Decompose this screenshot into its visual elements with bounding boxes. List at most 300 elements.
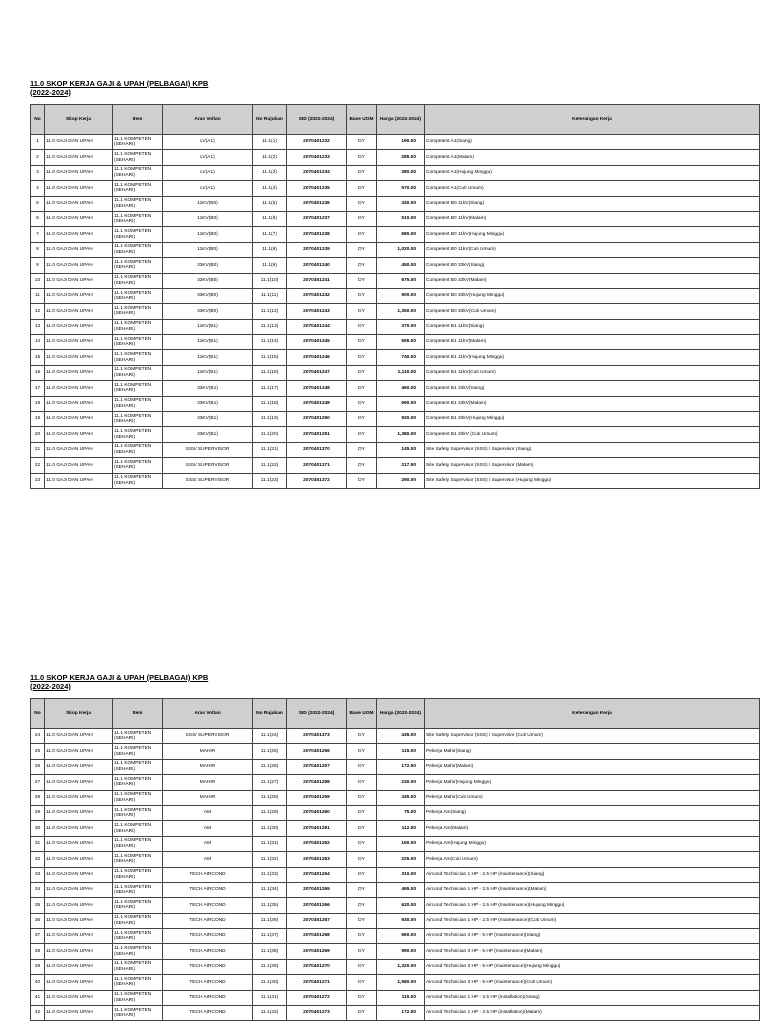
section-2 xyxy=(30,674,760,1021)
cell-keterangan-kerja: Pekerja Mahir(Siang) xyxy=(425,744,760,759)
title-line-2: (2022-2024) xyxy=(30,87,71,97)
cell-no-rujukan: 11.1(38) xyxy=(253,944,287,959)
cell-no-rujukan: 11.1(16) xyxy=(253,365,287,380)
table-body xyxy=(31,135,760,489)
cell-item: 11.1 KOMPETEN (SEHARI) xyxy=(113,990,163,1005)
cell-base-uom: DY xyxy=(347,442,377,457)
cell-aras-voltan: MAHIR xyxy=(163,744,253,759)
cell-sid: 2070401250 xyxy=(287,412,347,427)
cell-keterangan-kerja: Pekerja Am(Siang) xyxy=(425,805,760,820)
cell-no-rujukan: 11.1(14) xyxy=(253,335,287,350)
cell-base-uom: DY xyxy=(347,867,377,882)
cell-item: 11.1 KOMPETEN (SEHARI) xyxy=(113,882,163,897)
cell-skop-kerja: 11.0 GAJI DAN UPAH xyxy=(45,898,113,913)
cell-skop-kerja: 11.0 GAJI DAN UPAH xyxy=(45,442,113,457)
cell-keterangan-kerja: Pekerja Am(Cuti Umum) xyxy=(425,852,760,867)
cell-no-rujukan: 11.1(11) xyxy=(253,288,287,303)
cell-harga: 990.00 xyxy=(377,944,425,959)
cell-skop-kerja: 11.0 GAJI DAN UPAH xyxy=(45,959,113,974)
cell-sid: 2070401268 xyxy=(287,929,347,944)
cell-no: 22 xyxy=(31,458,45,473)
cell-sid: 2070401235 xyxy=(287,181,347,196)
table-row xyxy=(31,473,760,488)
table-body xyxy=(31,729,760,1021)
cell-aras-voltan: 33KV(B1) xyxy=(163,396,253,411)
table-row xyxy=(31,135,760,150)
header-row xyxy=(31,105,760,135)
cell-aras-voltan: AM xyxy=(163,836,253,851)
cell-harga: 660.00 xyxy=(377,929,425,944)
cell-harga: 1,020.00 xyxy=(377,242,425,257)
cell-no: 39 xyxy=(31,959,45,974)
cell-no: 18 xyxy=(31,396,45,411)
cell-base-uom: DY xyxy=(347,258,377,273)
cell-sid: 2070401248 xyxy=(287,381,347,396)
title-line-2: (2022-2024) xyxy=(30,681,71,691)
cell-aras-voltan: 11KV(B1) xyxy=(163,319,253,334)
cell-base-uom: DY xyxy=(347,242,377,257)
cell-no-rujukan: 11.1(3) xyxy=(253,165,287,180)
cell-aras-voltan: SSS/ SUPERVISOR xyxy=(163,729,253,744)
table-row xyxy=(31,181,760,196)
cell-item: 11.1 KOMPETEN (SEHARI) xyxy=(113,744,163,759)
cell-aras-voltan: 33KV(B0) xyxy=(163,288,253,303)
cell-sid: 2070401240 xyxy=(287,258,347,273)
cell-no-rujukan: 11.1(18) xyxy=(253,396,287,411)
header-no-rujukan: No Rujukan xyxy=(253,105,287,135)
cell-item: 11.1 KOMPETEN (SEHARI) xyxy=(113,775,163,790)
cell-no: 24 xyxy=(31,729,45,744)
cell-aras-voltan: TECH AIRCOND xyxy=(163,867,253,882)
cell-item: 11.1 KOMPETEN (SEHARI) xyxy=(113,273,163,288)
cell-item: 11.1 KOMPETEN (SEHARI) xyxy=(113,396,163,411)
cell-harga: 740.00 xyxy=(377,350,425,365)
cell-harga: 115.00 xyxy=(377,744,425,759)
cell-keterangan-kerja: Competent A1(Hujung Minggu) xyxy=(425,165,760,180)
cell-base-uom: DY xyxy=(347,288,377,303)
cell-base-uom: DY xyxy=(347,227,377,242)
cell-sid: 2070401264 xyxy=(287,867,347,882)
cell-base-uom: DY xyxy=(347,759,377,774)
cell-keterangan-kerja: Pekerja Am(Hujung Minggu) xyxy=(425,836,760,851)
cell-keterangan-kerja: Competent B1 11kV(Malam) xyxy=(425,335,760,350)
cell-skop-kerja: 11.0 GAJI DAN UPAH xyxy=(45,242,113,257)
cell-item: 11.1 KOMPETEN (SEHARI) xyxy=(113,959,163,974)
cell-aras-voltan: AM xyxy=(163,805,253,820)
cell-keterangan-kerja: Competent B0 33kV(Siang) xyxy=(425,258,760,273)
cell-no-rujukan: 11.1(39) xyxy=(253,959,287,974)
cell-base-uom: DY xyxy=(347,427,377,442)
cell-item: 11.1 KOMPETEN (SEHARI) xyxy=(113,211,163,226)
cell-sid: 2070401232 xyxy=(287,135,347,150)
cell-sid: 2070401243 xyxy=(287,304,347,319)
cell-base-uom: DY xyxy=(347,913,377,928)
cell-skop-kerja: 11.0 GAJI DAN UPAH xyxy=(45,288,113,303)
table-row xyxy=(31,319,760,334)
cell-harga: 1,320.00 xyxy=(377,959,425,974)
cell-no-rujukan: 11.1(28) xyxy=(253,790,287,805)
cell-item: 11.1 KOMPETEN (SEHARI) xyxy=(113,898,163,913)
table-row xyxy=(31,165,760,180)
cell-sid: 2070401259 xyxy=(287,790,347,805)
cell-base-uom: DY xyxy=(347,929,377,944)
cell-base-uom: DY xyxy=(347,319,377,334)
cell-aras-voltan: 33KV(B0) xyxy=(163,273,253,288)
cell-sid: 2070401244 xyxy=(287,319,347,334)
cell-keterangan-kerja: Pekerja Mahir(Hujung Minggu) xyxy=(425,775,760,790)
cell-no: 28 xyxy=(31,790,45,805)
cell-skop-kerja: 11.0 GAJI DAN UPAH xyxy=(45,852,113,867)
cell-item: 11.1 KOMPETEN (SEHARI) xyxy=(113,165,163,180)
cell-skop-kerja: 11.0 GAJI DAN UPAH xyxy=(45,775,113,790)
cell-aras-voltan: MAHIR xyxy=(163,790,253,805)
cell-no: 25 xyxy=(31,744,45,759)
cell-no: 30 xyxy=(31,821,45,836)
table-row xyxy=(31,821,760,836)
cell-item: 11.1 KOMPETEN (SEHARI) xyxy=(113,913,163,928)
cell-no-rujukan: 11.1(34) xyxy=(253,882,287,897)
cell-aras-voltan: TECH AIRCOND xyxy=(163,959,253,974)
table-row xyxy=(31,929,760,944)
cell-no-rujukan: 11.1(29) xyxy=(253,805,287,820)
cell-no: 1 xyxy=(31,135,45,150)
cell-aras-voltan: 33KV(B0) xyxy=(163,304,253,319)
cell-harga: 150.00 xyxy=(377,836,425,851)
cell-aras-voltan: LV(A1) xyxy=(163,181,253,196)
header-sid: SID (2022-2024) xyxy=(287,105,347,135)
cell-harga: 570.00 xyxy=(377,181,425,196)
table-row xyxy=(31,458,760,473)
cell-keterangan-kerja: Competent B1 11kV(Cuti Umum) xyxy=(425,365,760,380)
table-row xyxy=(31,350,760,365)
cell-item: 11.1 KOMPETEN (SEHARI) xyxy=(113,729,163,744)
cell-base-uom: DY xyxy=(347,181,377,196)
cell-no-rujukan: 11.1(7) xyxy=(253,227,287,242)
cell-skop-kerja: 11.0 GAJI DAN UPAH xyxy=(45,867,113,882)
cell-keterangan-kerja: Pekerja Mahir(Cuti Umum) xyxy=(425,790,760,805)
cell-sid: 2070401272 xyxy=(287,990,347,1005)
cell-no-rujukan: 11.1(33) xyxy=(253,867,287,882)
cell-keterangan-kerja: Pekerja Mahir(Malam) xyxy=(425,759,760,774)
cell-sid: 2070401267 xyxy=(287,913,347,928)
header-no: No xyxy=(31,105,45,135)
cell-sid: 2070401247 xyxy=(287,365,347,380)
cell-no: 13 xyxy=(31,319,45,334)
cell-skop-kerja: 11.0 GAJI DAN UPAH xyxy=(45,944,113,959)
header-skop-kerja: Skop Kerja xyxy=(45,105,113,135)
cell-no: 14 xyxy=(31,335,45,350)
header-item: Item xyxy=(113,105,163,135)
cell-no: 16 xyxy=(31,365,45,380)
table-row xyxy=(31,442,760,457)
cell-no: 29 xyxy=(31,805,45,820)
cell-item: 11.1 KOMPETEN (SEHARI) xyxy=(113,288,163,303)
cell-skop-kerja: 11.0 GAJI DAN UPAH xyxy=(45,882,113,897)
cell-base-uom: DY xyxy=(347,381,377,396)
cell-keterangan-kerja: Competent B1 33kV(Siang) xyxy=(425,381,760,396)
cell-harga: 900.00 xyxy=(377,288,425,303)
cell-no: 33 xyxy=(31,867,45,882)
cell-no-rujukan: 11.1(22) xyxy=(253,458,287,473)
cell-aras-voltan: MAHIR xyxy=(163,775,253,790)
cell-no-rujukan: 11.1(40) xyxy=(253,975,287,990)
cell-harga: 1,350.00 xyxy=(377,304,425,319)
cell-no-rujukan: 11.1(31) xyxy=(253,836,287,851)
cell-skop-kerja: 11.0 GAJI DAN UPAH xyxy=(45,227,113,242)
table-row xyxy=(31,381,760,396)
header-keterangan-kerja: Keterangan Kerja xyxy=(425,105,760,135)
cell-item: 11.1 KOMPETEN (SEHARI) xyxy=(113,319,163,334)
table-row xyxy=(31,898,760,913)
cell-base-uom: DY xyxy=(347,744,377,759)
cell-item: 11.1 KOMPETEN (SEHARI) xyxy=(113,790,163,805)
cell-skop-kerja: 11.0 GAJI DAN UPAH xyxy=(45,473,113,488)
cell-no: 31 xyxy=(31,836,45,851)
header-aras-voltan: Aras Voltan xyxy=(163,105,253,135)
cell-sid: 2070401260 xyxy=(287,805,347,820)
cell-no-rujukan: 11.1(26) xyxy=(253,759,287,774)
cell-no-rujukan: 11.1(32) xyxy=(253,852,287,867)
cell-no-rujukan: 11.1(24) xyxy=(253,729,287,744)
cell-harga: 1,380.00 xyxy=(377,427,425,442)
table-row xyxy=(31,944,760,959)
table-row xyxy=(31,273,760,288)
cell-base-uom: DY xyxy=(347,882,377,897)
cell-harga: 510.00 xyxy=(377,211,425,226)
table-row xyxy=(31,196,760,211)
cell-skop-kerja: 11.0 GAJI DAN UPAH xyxy=(45,1006,113,1021)
cell-keterangan-kerja: Aircond Technician 1 HP - 2.5 HP (installation)(Malam) xyxy=(425,1006,760,1021)
cell-no: 15 xyxy=(31,350,45,365)
cell-skop-kerja: 11.0 GAJI DAN UPAH xyxy=(45,258,113,273)
cell-aras-voltan: 11KV(B0) xyxy=(163,196,253,211)
cell-item: 11.1 KOMPETEN (SEHARI) xyxy=(113,458,163,473)
cell-no-rujukan: 11.1(8) xyxy=(253,242,287,257)
cell-keterangan-kerja: Competent A1(Siang) xyxy=(425,135,760,150)
table-row xyxy=(31,365,760,380)
cell-aras-voltan: TECH AIRCOND xyxy=(163,944,253,959)
cell-harga: 230.00 xyxy=(377,775,425,790)
cell-keterangan-kerja: Competent B0 11kV(Siang) xyxy=(425,196,760,211)
cell-no-rujukan: 11.1(17) xyxy=(253,381,287,396)
cell-harga: 345.00 xyxy=(377,790,425,805)
cell-aras-voltan: TECH AIRCOND xyxy=(163,990,253,1005)
cell-harga: 450.00 xyxy=(377,258,425,273)
table-row xyxy=(31,990,760,1005)
title-line-1: 11.0 SKOP KERJA GAJI & UPAH (PELBAGAI) KPB xyxy=(30,673,209,682)
header-no-rujukan: No Rujukan xyxy=(253,699,287,729)
cell-no: 21 xyxy=(31,442,45,457)
cell-no-rujukan: 11.1(12) xyxy=(253,304,287,319)
cell-skop-kerja: 11.0 GAJI DAN UPAH xyxy=(45,427,113,442)
cell-sid: 2070401371 xyxy=(287,458,347,473)
cell-aras-voltan: 11KV(B1) xyxy=(163,335,253,350)
cell-no-rujukan: 11.1(20) xyxy=(253,427,287,442)
cell-keterangan-kerja: Aircond Technician 1 HP - 2.5 HP (maintenance)(Siang) xyxy=(425,867,760,882)
cell-skop-kerja: 11.0 GAJI DAN UPAH xyxy=(45,821,113,836)
cell-aras-voltan: 11KV(B0) xyxy=(163,211,253,226)
cell-aras-voltan: TECH AIRCOND xyxy=(163,975,253,990)
cell-sid: 2070401241 xyxy=(287,273,347,288)
cell-sid: 2070401258 xyxy=(287,775,347,790)
cell-skop-kerja: 11.0 GAJI DAN UPAH xyxy=(45,181,113,196)
cell-keterangan-kerja: Aircond Technician 3 HP - 5 HP (maintenance)(Siang) xyxy=(425,929,760,944)
cell-no-rujukan: 11.1(35) xyxy=(253,898,287,913)
cell-harga: 112.50 xyxy=(377,821,425,836)
rates-table-1 xyxy=(30,104,760,489)
cell-no: 38 xyxy=(31,944,45,959)
cell-harga: 285.00 xyxy=(377,150,425,165)
cell-no: 20 xyxy=(31,427,45,442)
table-row xyxy=(31,805,760,820)
cell-skop-kerja: 11.0 GAJI DAN UPAH xyxy=(45,319,113,334)
cell-sid: 2070401372 xyxy=(287,473,347,488)
header-base-uom: Base UOM xyxy=(347,105,377,135)
cell-no-rujukan: 11.1(19) xyxy=(253,412,287,427)
cell-item: 11.1 KOMPETEN (SEHARI) xyxy=(113,975,163,990)
cell-no-rujukan: 11.1(13) xyxy=(253,319,287,334)
table-row xyxy=(31,836,760,851)
cell-skop-kerja: 11.0 GAJI DAN UPAH xyxy=(45,304,113,319)
cell-harga: 370.00 xyxy=(377,319,425,334)
cell-item: 11.1 KOMPETEN (SEHARI) xyxy=(113,135,163,150)
cell-no: 3 xyxy=(31,165,45,180)
cell-no-rujukan: 11.1(30) xyxy=(253,821,287,836)
cell-item: 11.1 KOMPETEN (SEHARI) xyxy=(113,365,163,380)
cell-keterangan-kerja: Competent A1(Cuti Umum) xyxy=(425,181,760,196)
cell-no-rujukan: 11.1(2) xyxy=(253,150,287,165)
cell-sid: 2070401373 xyxy=(287,729,347,744)
cell-skop-kerja: 11.0 GAJI DAN UPAH xyxy=(45,396,113,411)
cell-no: 35 xyxy=(31,898,45,913)
cell-item: 11.1 KOMPETEN (SEHARI) xyxy=(113,821,163,836)
cell-base-uom: DY xyxy=(347,729,377,744)
cell-skop-kerja: 11.0 GAJI DAN UPAH xyxy=(45,913,113,928)
cell-harga: 290.00 xyxy=(377,473,425,488)
cell-sid: 2070401238 xyxy=(287,227,347,242)
cell-aras-voltan: 11KV(B0) xyxy=(163,227,253,242)
cell-harga: 1,980.00 xyxy=(377,975,425,990)
section-1 xyxy=(30,80,760,489)
table-row xyxy=(31,882,760,897)
cell-aras-voltan: TECH AIRCOND xyxy=(163,929,253,944)
cell-item: 11.1 KOMPETEN (SEHARI) xyxy=(113,1006,163,1021)
cell-no: 12 xyxy=(31,304,45,319)
cell-keterangan-kerja: Site Safety Supervisor (SSS) / Supervisor (Cuti Umum) xyxy=(425,729,760,744)
cell-item: 11.1 KOMPETEN (SEHARI) xyxy=(113,196,163,211)
cell-skop-kerja: 11.0 GAJI DAN UPAH xyxy=(45,929,113,944)
cell-item: 11.1 KOMPETEN (SEHARI) xyxy=(113,412,163,427)
cell-sid: 2070401251 xyxy=(287,427,347,442)
cell-aras-voltan: 33KV(B1) xyxy=(163,381,253,396)
cell-harga: 115.00 xyxy=(377,990,425,1005)
cell-no-rujukan: 11.1(37) xyxy=(253,929,287,944)
cell-sid: 2070401245 xyxy=(287,335,347,350)
cell-no-rujukan: 11.1(15) xyxy=(253,350,287,365)
section-title xyxy=(30,674,760,691)
cell-base-uom: DY xyxy=(347,365,377,380)
cell-no: 34 xyxy=(31,882,45,897)
cell-no: 4 xyxy=(31,181,45,196)
cell-aras-voltan: 11KV(B0) xyxy=(163,242,253,257)
cell-aras-voltan: 33KV(B0) xyxy=(163,258,253,273)
cell-aras-voltan: TECH AIRCOND xyxy=(163,882,253,897)
cell-skop-kerja: 11.0 GAJI DAN UPAH xyxy=(45,350,113,365)
cell-base-uom: DY xyxy=(347,135,377,150)
cell-no: 41 xyxy=(31,990,45,1005)
cell-harga: 225.00 xyxy=(377,852,425,867)
cell-skop-kerja: 11.0 GAJI DAN UPAH xyxy=(45,335,113,350)
cell-base-uom: DY xyxy=(347,944,377,959)
cell-item: 11.1 KOMPETEN (SEHARI) xyxy=(113,381,163,396)
table-row xyxy=(31,975,760,990)
cell-no: 6 xyxy=(31,211,45,226)
cell-aras-voltan: MAHIR xyxy=(163,759,253,774)
cell-keterangan-kerja: Competent B1 33kV (Cuti Umum) xyxy=(425,427,760,442)
cell-skop-kerja: 11.0 GAJI DAN UPAH xyxy=(45,273,113,288)
header-item: Item xyxy=(113,699,163,729)
cell-no: 36 xyxy=(31,913,45,928)
cell-aras-voltan: LV(A1) xyxy=(163,135,253,150)
cell-base-uom: DY xyxy=(347,304,377,319)
cell-harga: 145.00 xyxy=(377,442,425,457)
cell-item: 11.1 KOMPETEN (SEHARI) xyxy=(113,442,163,457)
cell-sid: 2070401370 xyxy=(287,442,347,457)
cell-keterangan-kerja: Competent B0 33kV(Hujung Minggu) xyxy=(425,288,760,303)
cell-keterangan-kerja: Competent B1 11kV(Siang) xyxy=(425,319,760,334)
cell-aras-voltan: TECH AIRCOND xyxy=(163,913,253,928)
cell-harga: 340.00 xyxy=(377,196,425,211)
cell-item: 11.1 KOMPETEN (SEHARI) xyxy=(113,473,163,488)
cell-base-uom: DY xyxy=(347,975,377,990)
cell-sid: 2070401266 xyxy=(287,898,347,913)
cell-harga: 920.00 xyxy=(377,412,425,427)
cell-base-uom: DY xyxy=(347,775,377,790)
cell-item: 11.1 KOMPETEN (SEHARI) xyxy=(113,258,163,273)
cell-harga: 217.50 xyxy=(377,458,425,473)
header-keterangan-kerja: Keterangan Kerja xyxy=(425,699,760,729)
cell-aras-voltan: 33KV(B1) xyxy=(163,412,253,427)
title-line-1: 11.0 SKOP KERJA GAJI & UPAH (PELBAGAI) KPB xyxy=(30,79,209,88)
cell-keterangan-kerja: Aircond Technician 1 HP - 2.5 HP (installation)(Siang) xyxy=(425,990,760,1005)
cell-item: 11.1 KOMPETEN (SEHARI) xyxy=(113,867,163,882)
header-row xyxy=(31,699,760,729)
cell-harga: 380.00 xyxy=(377,165,425,180)
cell-harga: 690.00 xyxy=(377,396,425,411)
cell-no: 11 xyxy=(31,288,45,303)
cell-no-rujukan: 11.1(42) xyxy=(253,1006,287,1021)
table-row xyxy=(31,790,760,805)
cell-sid: 2070401273 xyxy=(287,1006,347,1021)
cell-sid: 2070401263 xyxy=(287,852,347,867)
cell-keterangan-kerja: Competent A1(Malam) xyxy=(425,150,760,165)
cell-no: 26 xyxy=(31,759,45,774)
cell-base-uom: DY xyxy=(347,165,377,180)
cell-keterangan-kerja: Competent B0 33kV(Cuti Umum) xyxy=(425,304,760,319)
cell-sid: 2070401233 xyxy=(287,150,347,165)
header-skop-kerja: Skop Kerja xyxy=(45,699,113,729)
cell-skop-kerja: 11.0 GAJI DAN UPAH xyxy=(45,836,113,851)
table-row xyxy=(31,867,760,882)
header-sid: SID (2022-2024) xyxy=(287,699,347,729)
table-row xyxy=(31,242,760,257)
table-row xyxy=(31,304,760,319)
cell-base-uom: DY xyxy=(347,821,377,836)
header-no: No xyxy=(31,699,45,729)
cell-skop-kerja: 11.0 GAJI DAN UPAH xyxy=(45,365,113,380)
table-row xyxy=(31,211,760,226)
cell-aras-voltan: 11KV(B1) xyxy=(163,365,253,380)
